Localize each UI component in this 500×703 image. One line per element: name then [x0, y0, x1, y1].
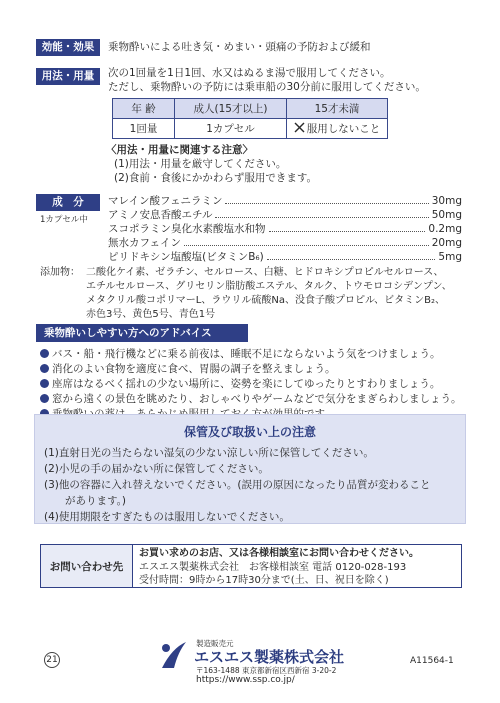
additives-line-1: 二酸化ケイ素、ゼラチン、セルロース、白糖、ヒドロキシプロピルセルロース、 [86, 267, 444, 278]
dosage-child-value [287, 119, 388, 139]
advice-item: 座席はなるべく揺れの少ない場所に、姿勢を楽にしてゆったりとすわりましょう。 [40, 376, 440, 392]
storage-line-3: (3)他の容器に入れ替えないでください。(誤用の原因になったり品質が変わること [44, 479, 431, 491]
dosage-adult-value: 1カプセル [175, 119, 287, 139]
document-code: A11564-1 [410, 656, 454, 666]
ingredient-row: アミノ安息香酸エチル 50mg [108, 209, 462, 221]
company-logo-icon [158, 638, 188, 674]
dosage-child-text: 服用しないこと [306, 123, 381, 135]
company-address: 〒163-1488 東京都新宿区西新宿 3-20-2 [196, 666, 337, 675]
dosage-header-adult: 成人(15才以上) [175, 99, 287, 119]
dosage-header-child: 15才未満 [287, 99, 388, 119]
ingredients-label: 成 分 [36, 194, 100, 211]
company-url[interactable]: https://www.ssp.co.jp/ [196, 675, 295, 685]
storage-line-1: (1)直射日光の当たらない湿気の少ない涼しい所に保管してください。 [44, 447, 374, 459]
usage-notes-title: 〈用法・用量に関連する注意〉 [106, 144, 253, 156]
usage-note-1: (1)用法・用量を厳守してください。 [114, 158, 287, 170]
dosage-row-label: 1回量 [113, 119, 175, 139]
contact-line-2: エスエス製薬株式会社 お客様相談室 電話 0120-028-193 [139, 561, 407, 573]
ingredient-row: ピリドキシン塩酸塩(ビタミンB₆) 5mg [108, 251, 462, 263]
efficacy-text: 乗物酔いによる吐き気・めまい・頭痛の予防および緩和 [108, 41, 371, 53]
maker-label: 製造販売元 [196, 639, 234, 648]
ingredient-row: スコポラミン臭化水素酸塩水和物 0.2mg [108, 223, 462, 235]
efficacy-label: 効能・効果 [36, 39, 100, 56]
dosage-table [112, 98, 388, 139]
contact-line-1: お買い求めのお店、又は各様相談室にお問い合わせください。 [139, 548, 419, 559]
ingredient-row: 無水カフェイン 20mg [108, 237, 462, 249]
ingredients-sublabel: 1カプセル中 [40, 215, 88, 225]
additives-line-2: エチルセルロース、グリセリン脂肪酸エステル、タルク、トウモロコシデンプン、 [86, 281, 452, 292]
advice-item: 消化のよい食物を適度に食べ、胃腸の調子を整えましょう。 [40, 361, 336, 377]
advice-title: 乗物酔いしやすい方へのアドバイス [36, 324, 248, 342]
cross-mark-icon [294, 122, 305, 133]
usage-note-2: (2)食前・食後にかかわらず服用できます。 [114, 172, 318, 184]
storage-line-4: があります。) [44, 495, 127, 507]
dosage-header-age: 年 齢 [113, 99, 175, 119]
page-number: 21 [44, 652, 60, 668]
contact-line-3: 受付時間：9時から17時30分まで(土、日、祝日を除く) [139, 575, 389, 586]
storage-line-2: (2)小児の手の届かない所に保管してください。 [44, 463, 269, 475]
company-name: エスエス製薬株式会社 [194, 648, 345, 666]
storage-title: 保管及び取扱い上の注意 [183, 425, 316, 439]
usage-line-2: ただし、乗物酔いの予防には乗車船の30分前に服用してください。 [108, 81, 426, 93]
advice-item: 窓から遠くの景色を眺めたり、おしゃべりやゲームなどで気分をまぎらわしましょう。 [40, 391, 462, 407]
additives-label: 添加物： [40, 267, 80, 278]
contact-label: お問い合わせ先 [41, 545, 133, 587]
contact-body [133, 545, 425, 587]
usage-label: 用法・用量 [36, 68, 100, 85]
additives-line-3: メタクリル酸コポリマーL、ラウリル硫酸Na、没食子酸プロピル、ビタミンB₂、 [86, 295, 446, 306]
advice-item: バス・船・飛行機などに乗る前夜は、睡眠不足にならないよう気をつけましょう。 [40, 346, 441, 362]
ingredient-row: マレイン酸フェニラミン 30mg [108, 195, 462, 207]
contact-box [40, 544, 462, 588]
storage-line-5: (4)使用期限をすぎたものは服用しないでください。 [44, 511, 290, 523]
additives-line-4: 赤色3号、黄色5号、青色1号 [86, 309, 216, 320]
usage-line-1: 次の1回量を1日1回、水又はぬるま湯で服用してください。 [108, 67, 391, 79]
